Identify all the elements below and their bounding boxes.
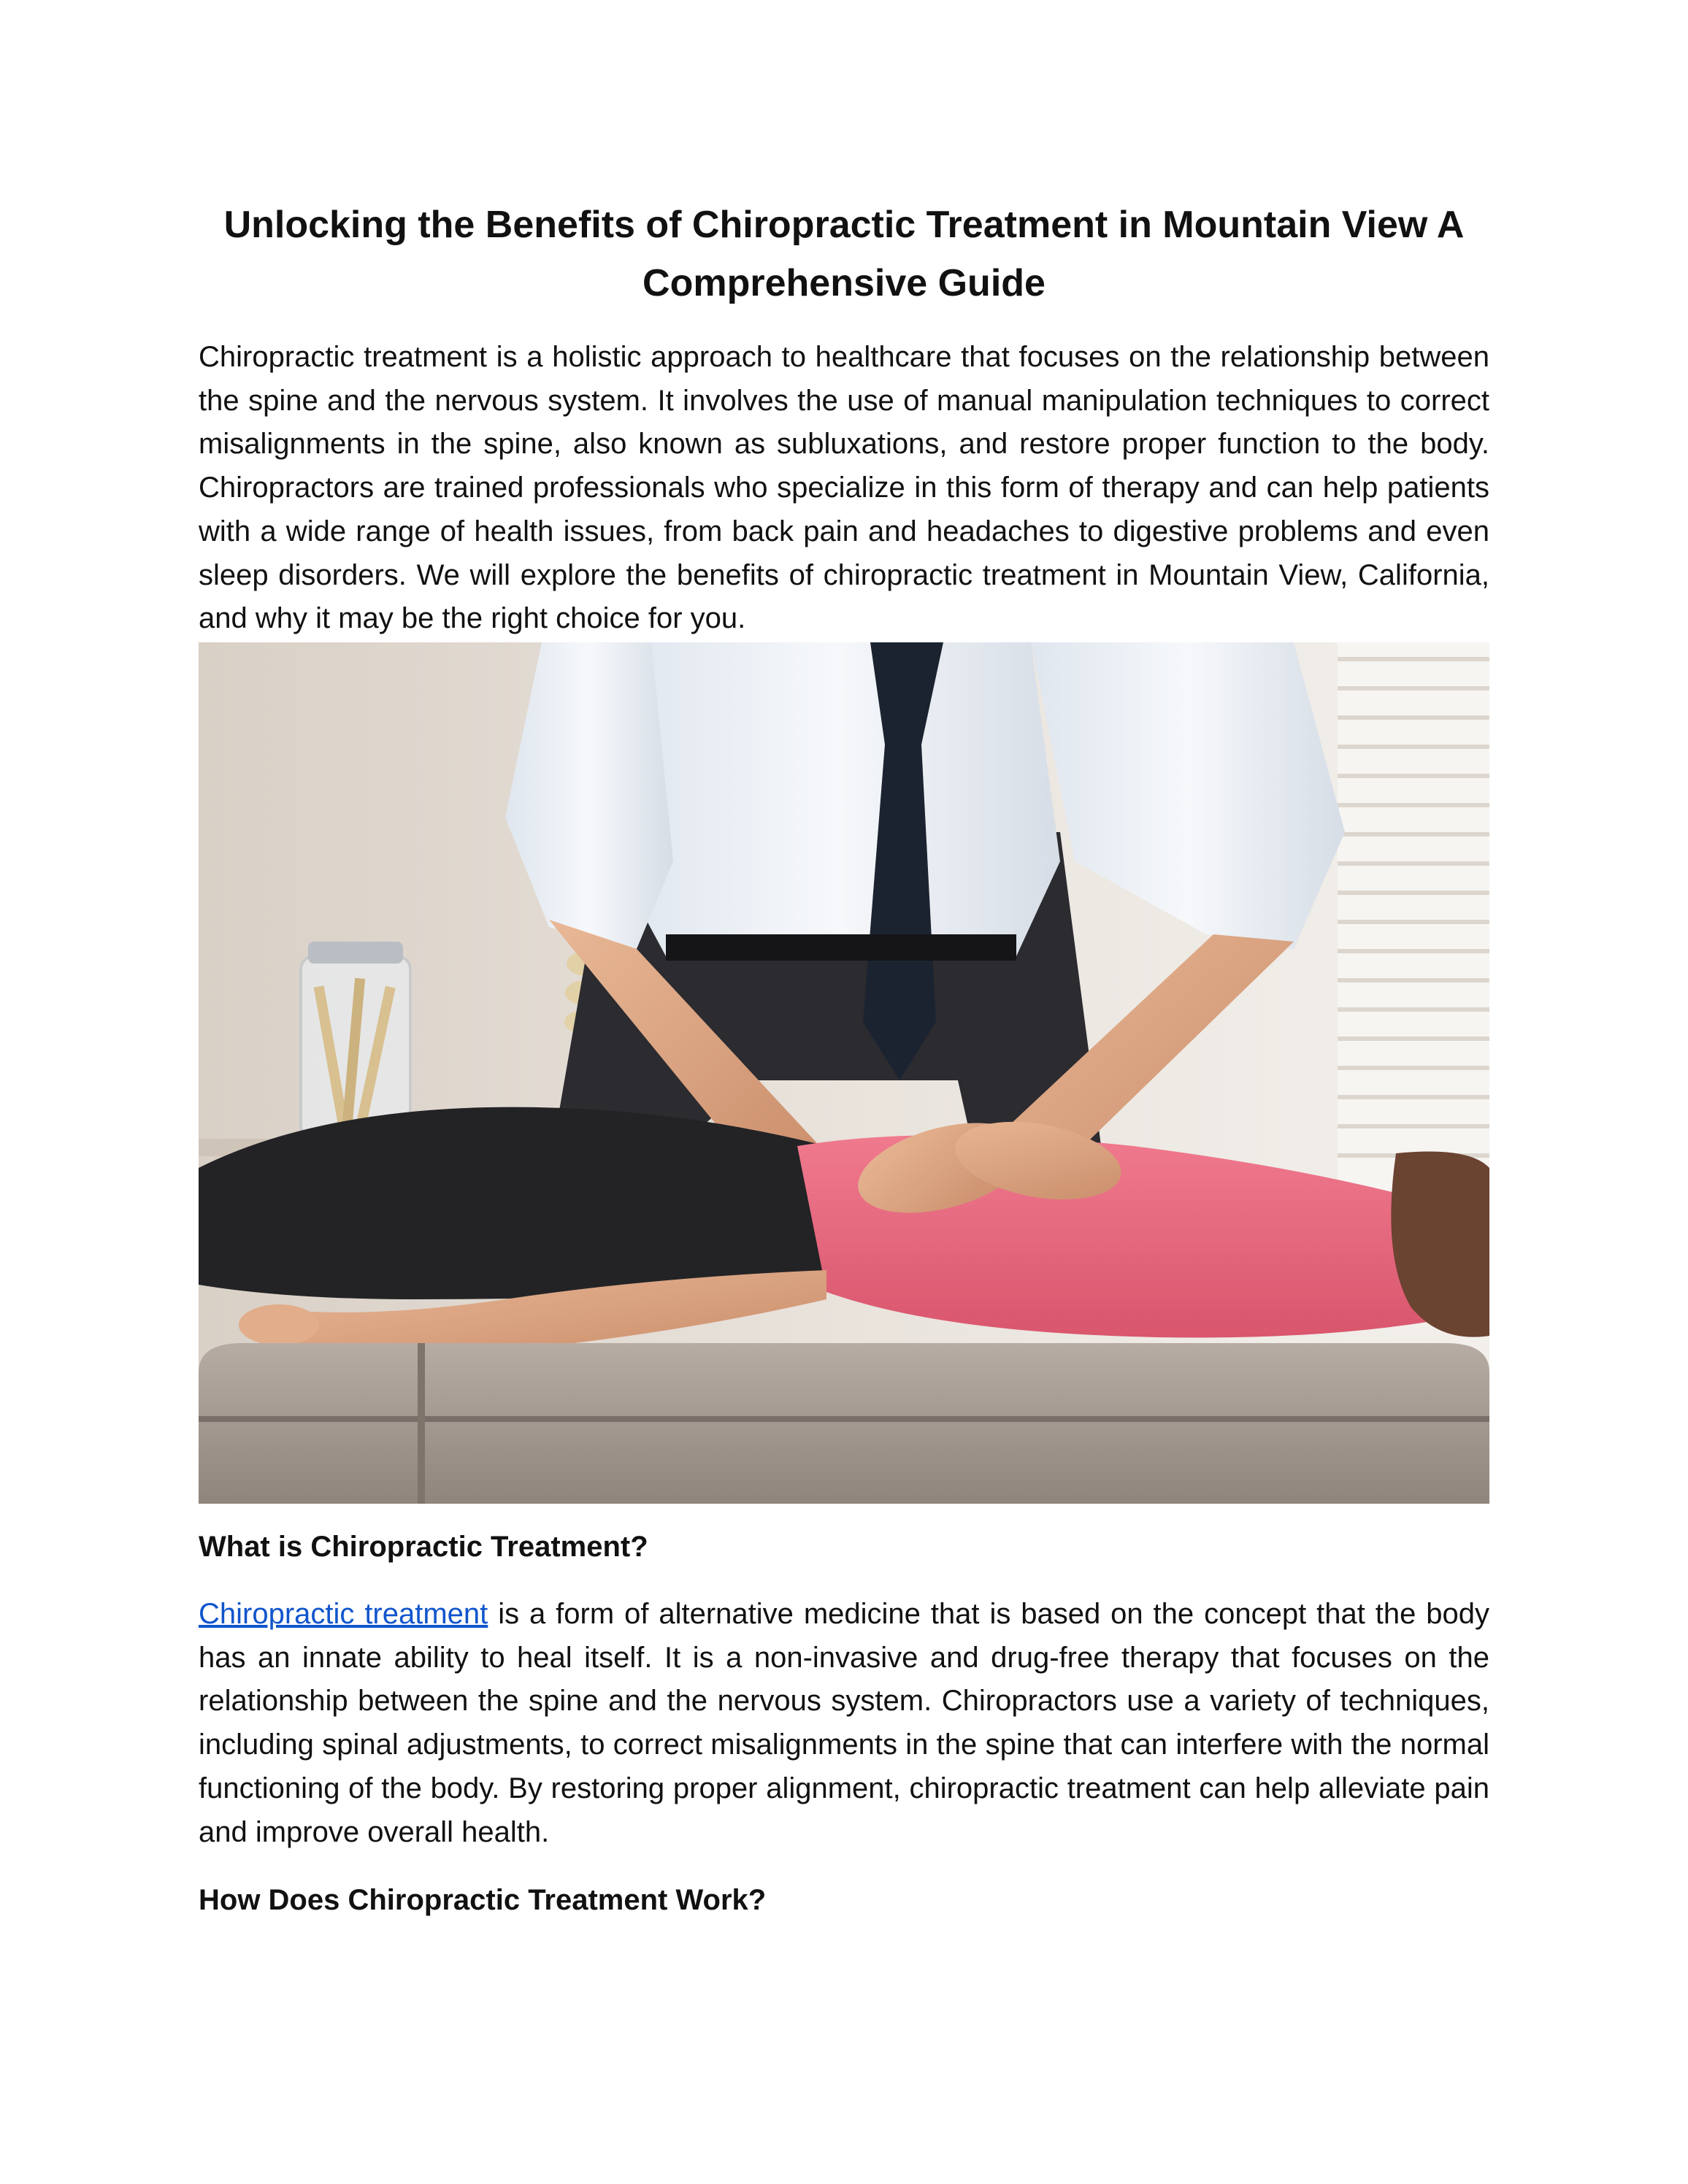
section-what-is-paragraph: [199, 1593, 1489, 1854]
glass-jar: [301, 942, 410, 1139]
window-blinds: [1338, 642, 1489, 1197]
chiropractic-illustration: [199, 642, 1489, 1504]
section-heading-what-is: What is Chiropractic Treatment?: [199, 1531, 648, 1563]
document-page: [199, 0, 1489, 2184]
section-heading-how-it-works: How Does Chiropractic Treatment Work?: [199, 1884, 767, 1916]
page-title: Unlocking the Benefits of Chiropractic Treatment in Mountain View A Comprehensive Guide: [223, 204, 1465, 304]
section-what-is-body: is a form of alternative medicine that is based on the concept that the body has an innate ability to heal itself. It is a non-invasive and drug-free therapy that focuses on the relationship between the spine and the nervous system. Chiropractors use a variety of techniques, including spinal adjustments, to correct misalignments in the spine that can interfere with the normal functioning of the body. By restoring proper alignment, chiropractic treatment can help alleviate pain and improve overall health.: [199, 1598, 1489, 1848]
intro-paragraph: Chiropractic treatment is a holistic approach to healthcare that focuses on the relationship between the spine and the nervous system. It involves the use of manual manipulation techniques to correct misalignments in the spine, also known as subluxations, and restore proper function to the body. Chiropractors are trained professionals who specialize in this form of therapy and can help patients with a wide range of health issues, from back pain and headaches to digestive problems and even sleep disorders. We will explore the benefits of chiropractic treatment in Mountain View, California, and why it may be the right choice for you.: [199, 341, 1489, 635]
chiropractic-treatment-link[interactable]: Chiropractic treatment: [199, 1598, 488, 1630]
chiropractic-photo: [199, 642, 1489, 1504]
